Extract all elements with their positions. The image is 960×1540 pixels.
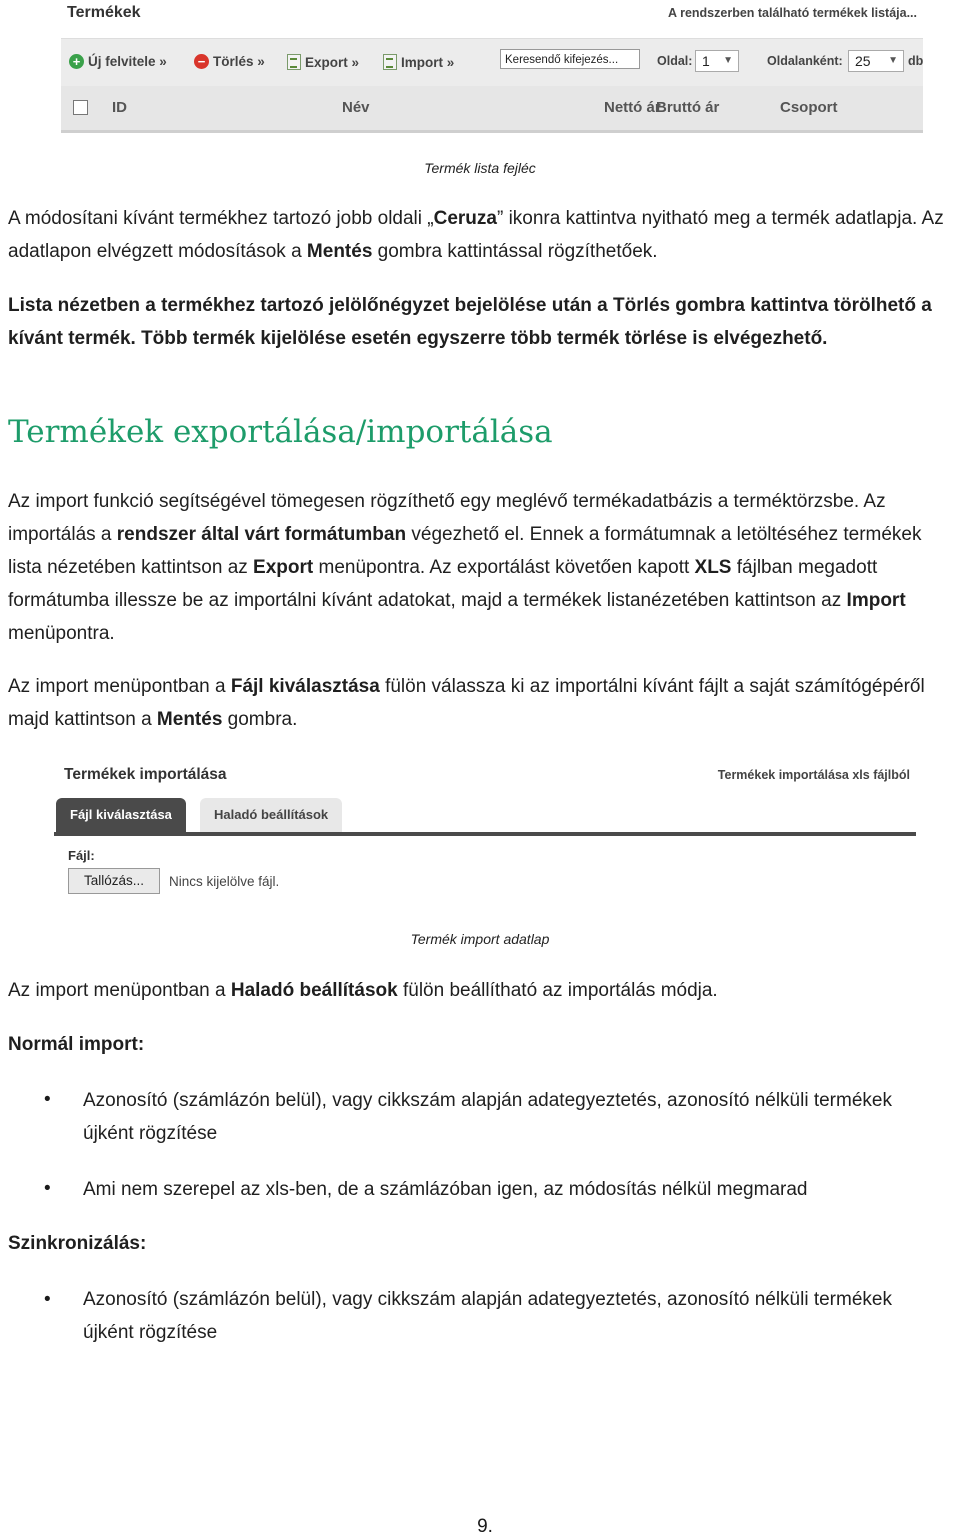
text: fülön válassza ki az importálni kívánt fájlt a saját számítógépéről majd kattintson a xyxy=(8,676,925,730)
column-name[interactable]: Név xyxy=(342,99,370,116)
normal-import-label: Normál import: xyxy=(8,1034,145,1055)
text: Az import menüpontban a xyxy=(8,980,231,1001)
page-select[interactable] xyxy=(695,50,739,72)
per-page-label: Oldalanként: xyxy=(767,54,843,68)
import-icon xyxy=(383,54,397,70)
search-input[interactable]: Keresendő kifejezés... xyxy=(500,49,640,69)
bullet-icon: • xyxy=(44,1089,51,1110)
table-header xyxy=(61,86,923,133)
bullet-icon: • xyxy=(44,1178,51,1199)
page-number: 9. xyxy=(477,1516,493,1537)
file-label: Fájl: xyxy=(68,848,95,863)
list-item: Azonosító (számlázón belül), vagy cikkszám alapján adategyeztetés, azonosító nélküli termékek újként rögzítése xyxy=(83,1090,892,1144)
chevron-down-icon: ▼ xyxy=(888,55,898,66)
import-tabs xyxy=(54,798,916,836)
list-item: Ami nem szerepel az xls-ben, de a számlázóban igen, az módosítás nélkül megmarad xyxy=(83,1179,808,1200)
bold-text: Ceruza xyxy=(433,208,497,229)
list-title: Termékek xyxy=(67,4,141,21)
section-heading: Termékek exportálása/importálása xyxy=(8,414,553,450)
column-gross-price[interactable]: Bruttó ár xyxy=(656,99,720,116)
sync-label: Szinkronizálás: xyxy=(8,1233,147,1254)
list-subtitle: A rendszerben található termékek listája... xyxy=(668,6,917,20)
column-id[interactable]: ID xyxy=(112,99,127,116)
import-subtitle: Termékek importálása xls fájlból xyxy=(717,768,910,782)
import-button-label: Import » xyxy=(401,54,455,70)
page-label: Oldal: xyxy=(657,54,693,68)
list-item: Azonosító (számlázón belül), vagy cikkszám alapján adategyeztetés, azonosító nélküli termékek újként rögzítése xyxy=(83,1289,892,1343)
column-group[interactable]: Csoport xyxy=(780,99,838,116)
product-list-screenshot xyxy=(61,0,923,132)
bold-text: Mentés xyxy=(156,709,223,730)
bold-text: rendszer által várt formátumban xyxy=(116,524,407,545)
bullet-icon: • xyxy=(44,1289,51,1310)
text: gombra kattintással rögzíthetőek. xyxy=(372,241,658,262)
page-select-value: 1 xyxy=(702,53,710,69)
delete-button-label: Törlés » xyxy=(213,54,265,69)
text: menüpontra. Az exportálást követően kapott xyxy=(313,557,695,578)
text: Az import menüpontban a xyxy=(8,676,231,697)
tab-advanced-settings[interactable]: Haladó beállítások xyxy=(200,798,342,832)
bold-text: Export xyxy=(253,557,314,578)
text: ” ikonra kattintva nyitható meg a termék adatlapja. Az adatlapon elvégzett módosítások a xyxy=(8,208,944,262)
minus-icon: − xyxy=(194,54,209,69)
bold-text: Import xyxy=(846,590,906,611)
delete-button[interactable] xyxy=(194,54,265,69)
export-button-label: Export » xyxy=(305,54,360,70)
bold-text: XLS xyxy=(694,557,732,578)
paragraph-delete: Lista nézetben a termékhez tartozó jelölőnégyzet bejelölése után a Törlés gombra kattintva törölhető a kívánt termék. Több termék kijelölése esetén egyszerre több termék törlése is elvégezhető. xyxy=(8,295,932,349)
per-page-select[interactable] xyxy=(848,50,904,72)
bold-text: Fájl kiválasztása xyxy=(230,676,380,697)
paragraph-advanced xyxy=(8,974,958,1007)
no-file-text: Nincs kijelölve fájl. xyxy=(169,874,280,889)
paragraph-edit xyxy=(8,202,958,268)
new-button[interactable] xyxy=(69,54,167,69)
bold-text: Haladó beállítások xyxy=(230,980,398,1001)
plus-icon: + xyxy=(69,54,84,69)
column-net-price[interactable]: Nettó ár xyxy=(604,99,661,116)
import-title: Termékek importálása xyxy=(64,766,227,783)
import-button[interactable] xyxy=(383,54,454,70)
text: Az import funkció segítségével tömegesen rögzíthető egy meglévő termékadatbázis a terméktörzsbe. Az importálás a xyxy=(8,491,886,545)
text: fájlban megadott formátumba illessze be az importálni kívánt adatokat, majd a termékek listanézetében kattintson az xyxy=(8,557,878,611)
paragraph-import-file xyxy=(8,670,958,736)
select-all-checkbox[interactable] xyxy=(73,100,88,115)
chevron-down-icon: ▼ xyxy=(723,55,733,66)
new-button-label: Új felvitele » xyxy=(88,54,167,69)
caption-list-header: Termék lista fejléc xyxy=(424,160,536,176)
text: A módosítani kívánt termékhez tartozó jobb oldali „ xyxy=(8,208,434,229)
caption-import: Termék import adatlap xyxy=(410,931,550,947)
bold-text: Mentés xyxy=(306,241,373,262)
text: gombra. xyxy=(222,709,298,730)
import-screenshot xyxy=(54,756,916,904)
per-page-select-value: 25 xyxy=(855,53,871,69)
text: végezhető el. Ennek a formátumnak a letöltéséhez termékek lista nézetében kattintson az xyxy=(8,524,922,578)
export-icon xyxy=(287,54,301,70)
browse-button[interactable]: Tallózás... xyxy=(68,868,160,894)
export-button[interactable] xyxy=(287,54,359,70)
text: fülön beállítható az importálás módja. xyxy=(397,980,718,1001)
text: menüpontra. xyxy=(8,623,115,644)
tab-file-select[interactable]: Fájl kiválasztása xyxy=(56,798,186,832)
unit-label: db xyxy=(908,54,924,68)
paragraph-import-intro xyxy=(8,485,958,650)
